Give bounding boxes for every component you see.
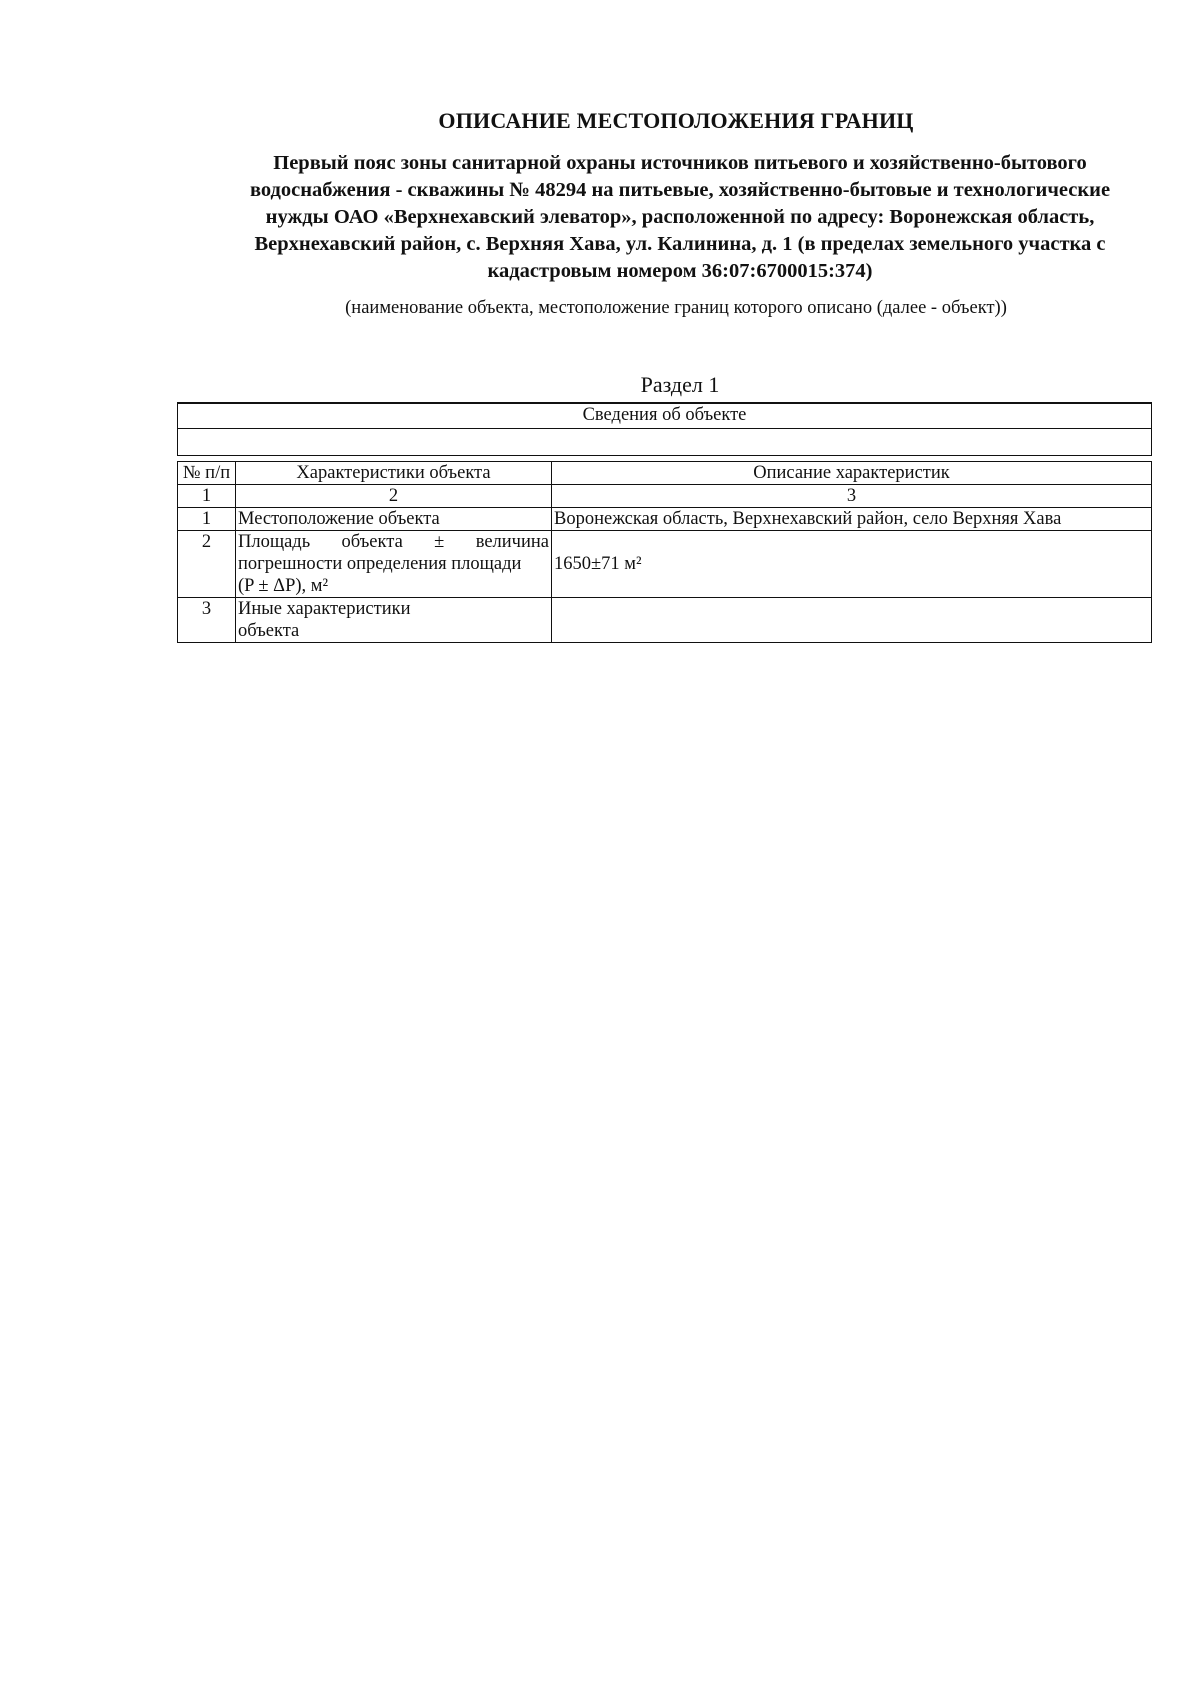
row-number: 2 [178,531,236,598]
characteristic-word: Площадь [238,532,311,552]
object-caption: (наименование объекта, местоположение границ которого описано (далее - объект)) [345,298,1007,318]
row-description: Воронежская область, Верхнехавский район, село Верхняя Хава [552,508,1152,531]
subject-line: нужды ОАО «Верхнехавский элеватор», расположенной по адресу: Воронежская область, [265,206,1095,228]
table-header-row [178,403,1152,429]
characteristic-line: погрешности определения площади [238,554,522,574]
section-title: Раздел 1 [640,372,720,397]
row-characteristic: Местоположение объекта [236,508,552,531]
table-empty-cell [178,429,1152,456]
document-title: ОПИСАНИЕ МЕСТОПОЛОЖЕНИЯ ГРАНИЦ [438,108,914,133]
table-columns-row [178,462,1152,485]
column-header-characteristic: Характеристики объекта [236,462,552,485]
table-header: Сведения об объекте [178,403,1152,429]
characteristic-justified-line [238,531,549,553]
table-row [178,531,1152,598]
subject-line: кадастровым номером 36:07:6700015:374) [487,260,873,282]
object-subject [180,150,1180,285]
row-characteristic [236,531,552,598]
object-info-table [177,402,1152,643]
column-number: 2 [236,485,552,508]
column-number: 3 [552,485,1152,508]
row-number: 3 [178,598,236,643]
subject-line: Верхнехавский район, с. Верхняя Хава, ул. Калинина, д. 1 (в пределах земельного участка с [254,233,1106,255]
column-header-number: № п/п [178,462,236,485]
row-description [552,598,1152,643]
characteristic-word: ± [434,532,445,552]
column-number: 1 [178,485,236,508]
characteristic-word: величина [475,532,549,552]
characteristic-line: объекта [238,621,300,641]
characteristic-word: объекта [341,532,403,552]
table-column-numbers-row [178,485,1152,508]
table-row [178,598,1152,643]
subject-line: водоснабжения - скважины № 48294 на питьевые, хозяйственно-бытовые и технологические [249,179,1111,201]
subject-line: Первый пояс зоны санитарной охраны источников питьевого и хозяйственно-бытового [273,152,1087,174]
row-description: 1650±71 м² [552,531,1152,598]
table-row [178,508,1152,531]
table-empty-row [178,429,1152,456]
column-header-description: Описание характеристик [552,462,1152,485]
characteristic-line: (P ± ΔP), м² [238,576,329,596]
characteristic-line: Иные характеристики [238,599,411,619]
row-characteristic [236,598,552,643]
row-number: 1 [178,508,236,531]
